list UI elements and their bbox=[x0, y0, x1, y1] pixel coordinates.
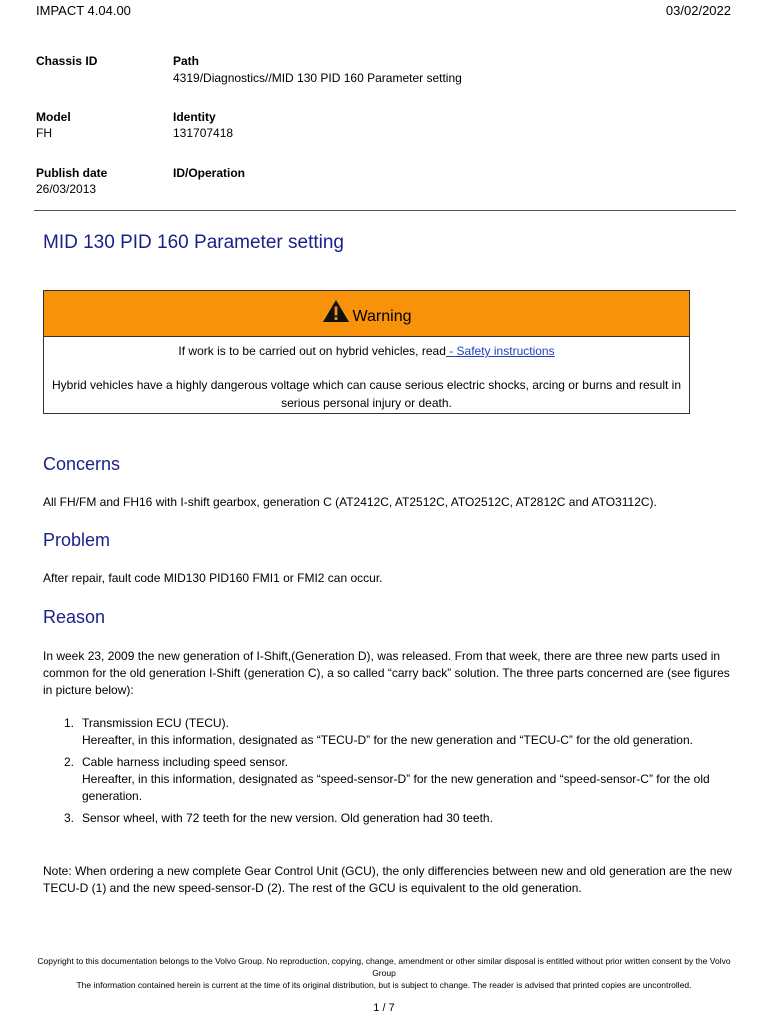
header-divider bbox=[34, 210, 736, 211]
list-item-detail: Hereafter, in this information, designated as “speed-sensor-D” for the new generation and “speed-sensor-C” for the old generation. bbox=[82, 772, 710, 803]
list-item bbox=[43, 754, 733, 805]
page-number: 1 / 7 bbox=[373, 1002, 395, 1014]
chassis-id-label: Chassis ID bbox=[36, 54, 98, 68]
reason-heading: Reason bbox=[43, 607, 106, 627]
id-operation-label: ID/Operation bbox=[173, 166, 246, 180]
identity-value: 131707418 bbox=[173, 126, 234, 140]
problem-text: After repair, fault code MID130 PID160 FMI1 or FMI2 can occur. bbox=[43, 571, 383, 585]
reason-intro: In week 23, 2009 the new generation of I-Shift,(Generation D), was released. From that week, there are three new parts used in common for the old generation I-Shift (generation C), a so called “carry back” solution. The three parts concerned are (see figures in picture below): bbox=[43, 649, 730, 697]
problem-heading: Problem bbox=[43, 530, 111, 550]
concerns-text: All FH/FM and FH16 with I-shift gearbox, generation C (AT2412C, AT2512C, ATO2512C, AT2812C and ATO3112C). bbox=[43, 495, 657, 509]
model-value: FH bbox=[36, 126, 52, 140]
publish-date-value: 26/03/2013 bbox=[36, 182, 97, 196]
safety-instructions-link[interactable]: - Safety instructions bbox=[445, 344, 555, 358]
parts-list bbox=[43, 715, 733, 827]
list-item-number: 1. bbox=[64, 716, 75, 730]
warning-triangle-icon bbox=[322, 299, 350, 328]
path-label: Path bbox=[173, 54, 200, 68]
list-item-detail: Hereafter, in this information, designated as “TECU-D” for the new generation and “TECU-C” for the old generation. bbox=[82, 733, 693, 747]
print-date: 03/02/2022 bbox=[665, 3, 731, 18]
warning-hybrid-text: If work is to be carried out on hybrid vehicles, read bbox=[178, 344, 446, 358]
warning-heading: Warning bbox=[352, 308, 412, 325]
list-item-number: 3. bbox=[64, 811, 75, 825]
warning-danger-text: Hybrid vehicles have a highly dangerous voltage which can cause serious electric shocks, arcing or burns and result in serious personal injury or death. bbox=[52, 378, 681, 410]
warning-hybrid-note bbox=[44, 344, 689, 358]
copyright-notice: Copyright to this documentation belongs to the Volvo Group. No reproduction, copying, change, amendment or other similar disposal is entitled without prior written consent by the Volvo Group bbox=[37, 956, 731, 978]
path-value: 4319/Diagnostics//MID 130 PID 160 Parameter setting bbox=[173, 71, 462, 85]
list-item bbox=[43, 810, 733, 827]
publish-date-label: Publish date bbox=[36, 166, 108, 180]
list-item-title: Transmission ECU (TECU). bbox=[82, 716, 229, 730]
list-item-number: 2. bbox=[64, 755, 75, 769]
disclaimer-notice: The information contained herein is current at the time of its original distribution, but is subject to change. The reader is advised that printed copies are uncontrolled. bbox=[76, 980, 692, 990]
warning-box bbox=[43, 290, 690, 414]
list-item-title: Sensor wheel, with 72 teeth for the new version. Old generation had 30 teeth. bbox=[82, 811, 493, 825]
reason-note: Note: When ordering a new complete Gear Control Unit (GCU), the only differencies between new and old generation are the new TECU-D (1) and the new speed-sensor-D (2). The rest of the GCU is equivalent to the old generation. bbox=[43, 864, 732, 895]
app-version: IMPACT 4.04.00 bbox=[36, 3, 131, 18]
model-label: Model bbox=[36, 110, 71, 124]
concerns-heading: Concerns bbox=[43, 454, 121, 474]
document-title: MID 130 PID 160 Parameter setting bbox=[43, 232, 344, 253]
warning-header bbox=[44, 291, 689, 337]
identity-label: Identity bbox=[173, 110, 216, 124]
list-item bbox=[43, 715, 733, 749]
list-item-title: Cable harness including speed sensor. bbox=[82, 755, 289, 769]
